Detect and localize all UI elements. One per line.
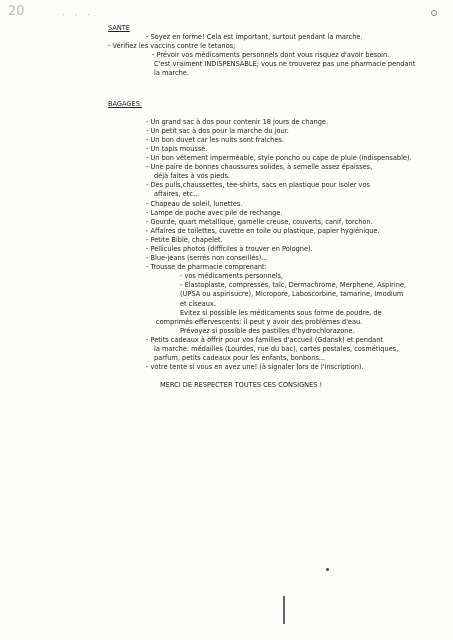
bagages-item: - Blue-jeans (serrés non conseillés)...	[146, 254, 268, 263]
pharmacie-item: - Elastoplaste, compresses, talc, Dermachrome, Merphene, Aspirine,	[180, 281, 407, 290]
section-bagages	[108, 100, 446, 373]
pharmacie-item: (UPSA ou aspirisucre), Micropore, Laboscorbine, tamarine, Imodium	[180, 290, 404, 299]
scan-corner-mark	[431, 10, 437, 16]
bagages-item: - Gourde, quart metallique, gamelle creuse, couverts, canif, torchon.	[146, 217, 373, 226]
bagages-item: - Chapeau de soleil, lunettes.	[146, 199, 243, 208]
bagages-item: affaires, etc...	[154, 190, 200, 199]
pharmacie-item: et ciseaux.	[180, 299, 216, 308]
pharmacie-item: comprimés effervescents: il peut y avoir des problèmes d'eau.	[156, 317, 363, 326]
closing-note: MERCI DE RESPECTER TOUTES CES CONSIGNES !	[160, 381, 323, 390]
sante-line: - Soyez en forme! Cela est important, surtout pendant la marche.	[146, 33, 363, 42]
scan-binding-mark	[283, 596, 285, 624]
section-sante	[108, 24, 446, 79]
bagages-item: - Des pulls,chaussettes, tee-shirts, sacs en plastique pour isoler vos	[146, 181, 370, 190]
bagages-item: - Affaires de toilettes, cuvette en toile ou plastique, papier hygiénique.	[146, 226, 380, 235]
bagages-item: - Un grand sac à dos pour contenir 18 jours de change.	[146, 117, 329, 126]
bagages-item: - votre tente si vous en avez une! (à signaler lors de l'inscription).	[146, 363, 364, 372]
sante-line: - Vérifiez les vaccins contre le tetanos;	[108, 42, 236, 51]
bagages-item: - Pellicules photos (difficiles à trouver en Pologne).	[146, 244, 313, 253]
bagages-item: - Un bon vêtement imperméable, style poncho ou cape de pluie (indispensable).	[146, 154, 412, 163]
document-body	[108, 24, 446, 390]
bagages-item: la marche: médailles (Lourdes, rue du bac), cartes postales, cosmétiques,	[154, 345, 399, 353]
sante-line: la marche.	[154, 69, 189, 78]
bagages-item: - Petits cadeaux à offrir pour vos familles d'accueil (Gdansk) et pendant	[146, 335, 383, 344]
bagages-item: déjà faites à vos pieds.	[154, 172, 230, 181]
sante-line: - Prévoir vos médicaments personnels dont vous risquez d'avoir besoin.	[152, 51, 390, 60]
section-heading-sante: SANTE	[108, 24, 130, 32]
bagages-item: - Un petit sac à dos pour la marche du jour.	[146, 126, 289, 135]
scan-dash-marks: - - -	[62, 11, 95, 19]
bagages-item: - Un tapis mousse.	[146, 144, 208, 153]
bagages-item: - Un bon duvet car les nuits sont fraiches.	[146, 135, 284, 144]
section-heading-bagages: BAGAGES:	[108, 99, 143, 108]
pharmacie-item: Evitez si possible les médicaments sous forme de poudre, de	[180, 308, 382, 317]
bagages-item: - Petite Bible, chapelet.	[146, 235, 223, 244]
sante-line: C'est vraiment INDISPENSABLE; vous ne trouverez pas une pharmacie pendant	[154, 60, 416, 69]
pharmacie-item: - vos médicaments personnels,	[180, 272, 284, 281]
bagages-item: - Trousse de pharmacie comprenant:	[146, 263, 267, 272]
bagages-item: parfum, petits cadeaux pour les enfants, bonbons...	[154, 354, 326, 363]
scan-speck	[326, 568, 329, 571]
pharmacie-item: Prévoyez si possible des pastilles d'hydrochlorazone.	[180, 326, 355, 335]
page-number: 20	[8, 4, 25, 19]
bagages-item: - Lampe de poche avec pile de rechange.	[146, 208, 283, 217]
bagages-item: - Une paire de bonnes chaussures solides, à semelle assez épaisses,	[146, 163, 373, 172]
